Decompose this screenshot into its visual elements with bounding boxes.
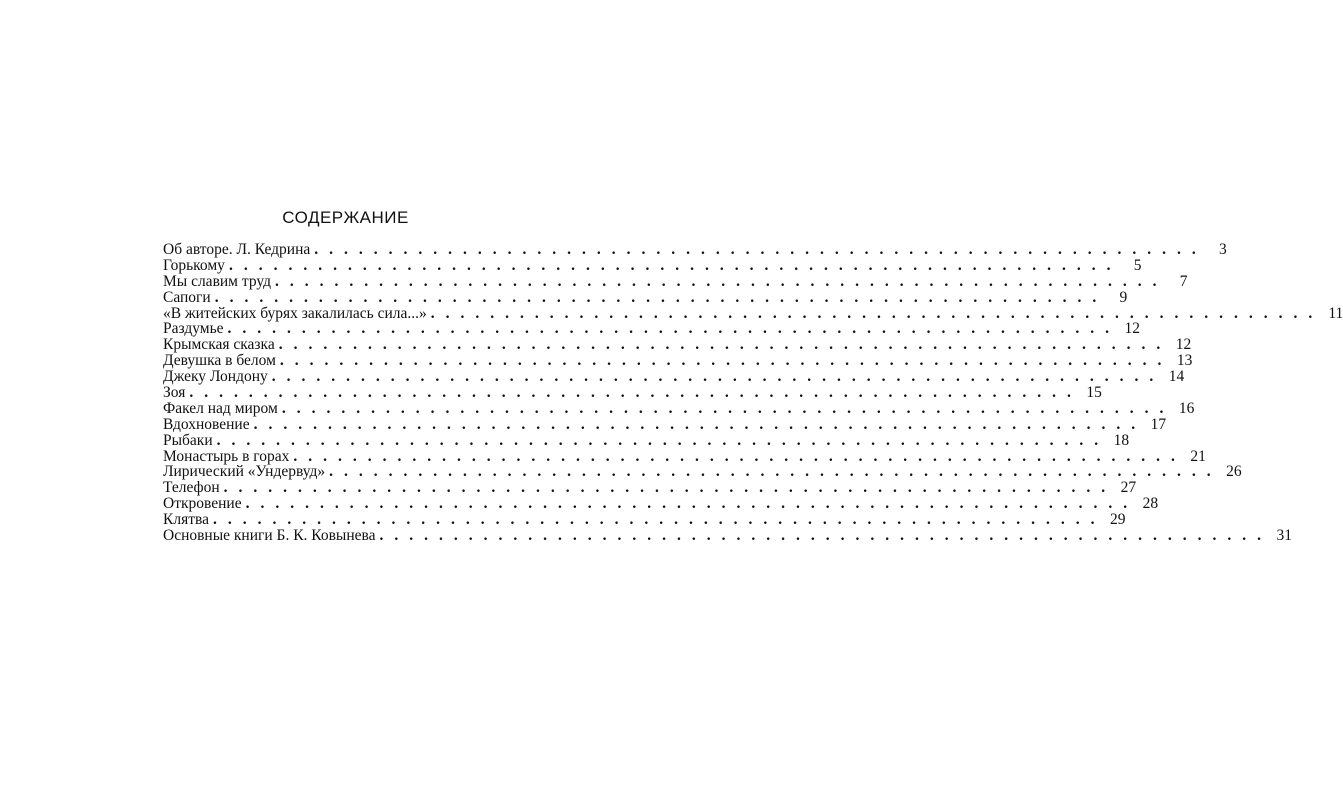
- toc-entry-title: Телефон: [163, 479, 220, 497]
- toc-dot-leader: ............................................................: [271, 368, 1165, 386]
- toc-dot-leader: ............................................................: [245, 495, 1139, 513]
- toc-entry-page-number: 3: [1219, 241, 1227, 258]
- toc-entry-title: Мы славим труд: [163, 272, 272, 290]
- toc-entry-title: Клятва: [163, 511, 209, 529]
- toc-entry-page-number: 15: [1086, 384, 1102, 402]
- toc-entry-page-number: 18: [1113, 431, 1130, 449]
- toc-entry-title: Вдохновение: [163, 415, 250, 433]
- toc-entry-title: «В житейских бурях закалилась сила...»: [163, 304, 427, 322]
- toc-entry-page-number: 28: [1142, 495, 1159, 513]
- toc-dot-leader: ............................................................: [228, 256, 1122, 274]
- toc-entry: [163, 399, 1195, 417]
- toc-dot-leader: ............................................................: [227, 320, 1121, 338]
- toc-entry: [163, 288, 1128, 306]
- toc-entry-title: Основные книги Б. К. Ковынева: [163, 527, 376, 545]
- toc-entry-page-number: 31: [1276, 527, 1293, 545]
- toc-entry-page-number: 16: [1178, 399, 1195, 417]
- toc-dot-leader: ............................................................: [253, 415, 1147, 433]
- toc-entry: [163, 511, 1126, 529]
- toc-entry: [163, 384, 1102, 402]
- toc-entry: [163, 368, 1185, 386]
- toc-entry: [163, 272, 1188, 290]
- toc-entry-title: Об авторе. Л. Кедрина: [163, 241, 311, 258]
- table-of-contents: [163, 241, 1343, 545]
- toc-entry-title: Горькому: [163, 256, 225, 274]
- toc-entry-page-number: 12: [1124, 320, 1141, 338]
- toc-entry: [163, 479, 1137, 497]
- toc-dot-leader: ............................................................: [278, 336, 1172, 354]
- toc-dot-leader: ............................................................: [212, 511, 1106, 529]
- toc-entry-title: Факел над миром: [163, 399, 278, 417]
- toc-entry-title: Раздумье: [163, 320, 224, 338]
- toc-dot-leader: ............................................................: [430, 304, 1324, 322]
- toc-entry-page-number: 11: [1328, 304, 1343, 322]
- toc-dot-leader: ............................................................: [329, 463, 1222, 481]
- toc-dot-leader: ............................................................: [214, 288, 1108, 306]
- toc-entry: [163, 304, 1343, 322]
- toc-entry-title: Рыбаки: [163, 431, 213, 449]
- toc-entry-page-number: 12: [1175, 336, 1192, 354]
- toc-entry: [163, 495, 1159, 513]
- toc-dot-leader: ............................................................: [223, 479, 1117, 497]
- toc-entry: [163, 352, 1193, 370]
- toc-entry: [163, 527, 1293, 545]
- toc-entry-page-number: 26: [1226, 463, 1242, 481]
- toc-entry-title: Лирический «Ундервуд»: [163, 463, 326, 481]
- toc-entry: [163, 320, 1141, 338]
- toc-entry-title: Откровение: [163, 495, 242, 513]
- toc-entry-title: Девушка в белом: [163, 352, 276, 370]
- toc-entry-title: Зоя: [163, 384, 186, 402]
- toc-dot-leader: ............................................................: [293, 447, 1186, 465]
- toc-entry-page-number: 17: [1150, 415, 1167, 433]
- toc-dot-leader: ............................................................: [314, 241, 1207, 258]
- toc-dot-leader: ............................................................: [216, 431, 1110, 449]
- toc-entry-page-number: 7: [1179, 272, 1188, 290]
- toc-entry-title: Джеку Лондону: [163, 368, 268, 386]
- toc-dot-leader: ............................................................: [379, 527, 1273, 545]
- toc-entry: [163, 241, 1227, 258]
- toc-entry-page-number: 29: [1109, 511, 1126, 529]
- toc-entry-title: Сапоги: [163, 288, 211, 306]
- toc-entry: [163, 336, 1192, 354]
- toc-entry-page-number: 21: [1190, 447, 1206, 465]
- toc-entry-page-number: 5: [1133, 256, 1142, 274]
- toc-heading: СОДЕРЖАНИЕ: [282, 208, 409, 227]
- toc-dot-leader: ............................................................: [275, 272, 1168, 290]
- toc-entry: [163, 447, 1206, 465]
- toc-entry-title: Монастырь в горах: [163, 447, 290, 465]
- toc-entry-page-number: 14: [1168, 368, 1185, 386]
- toc-entry-title: Крымская сказка: [163, 336, 275, 354]
- toc-entry: [163, 256, 1142, 274]
- toc-dot-leader: ............................................................: [279, 352, 1173, 370]
- toc-dot-leader: ............................................................: [281, 399, 1175, 417]
- toc-entry-page-number: 13: [1176, 352, 1193, 370]
- toc-entry-page-number: 9: [1119, 288, 1128, 306]
- toc-entry: [163, 415, 1167, 433]
- toc-entry-page-number: 27: [1120, 479, 1137, 497]
- toc-entry: [163, 463, 1242, 481]
- toc-entry: [163, 431, 1130, 449]
- toc-dot-leader: ............................................................: [189, 384, 1082, 402]
